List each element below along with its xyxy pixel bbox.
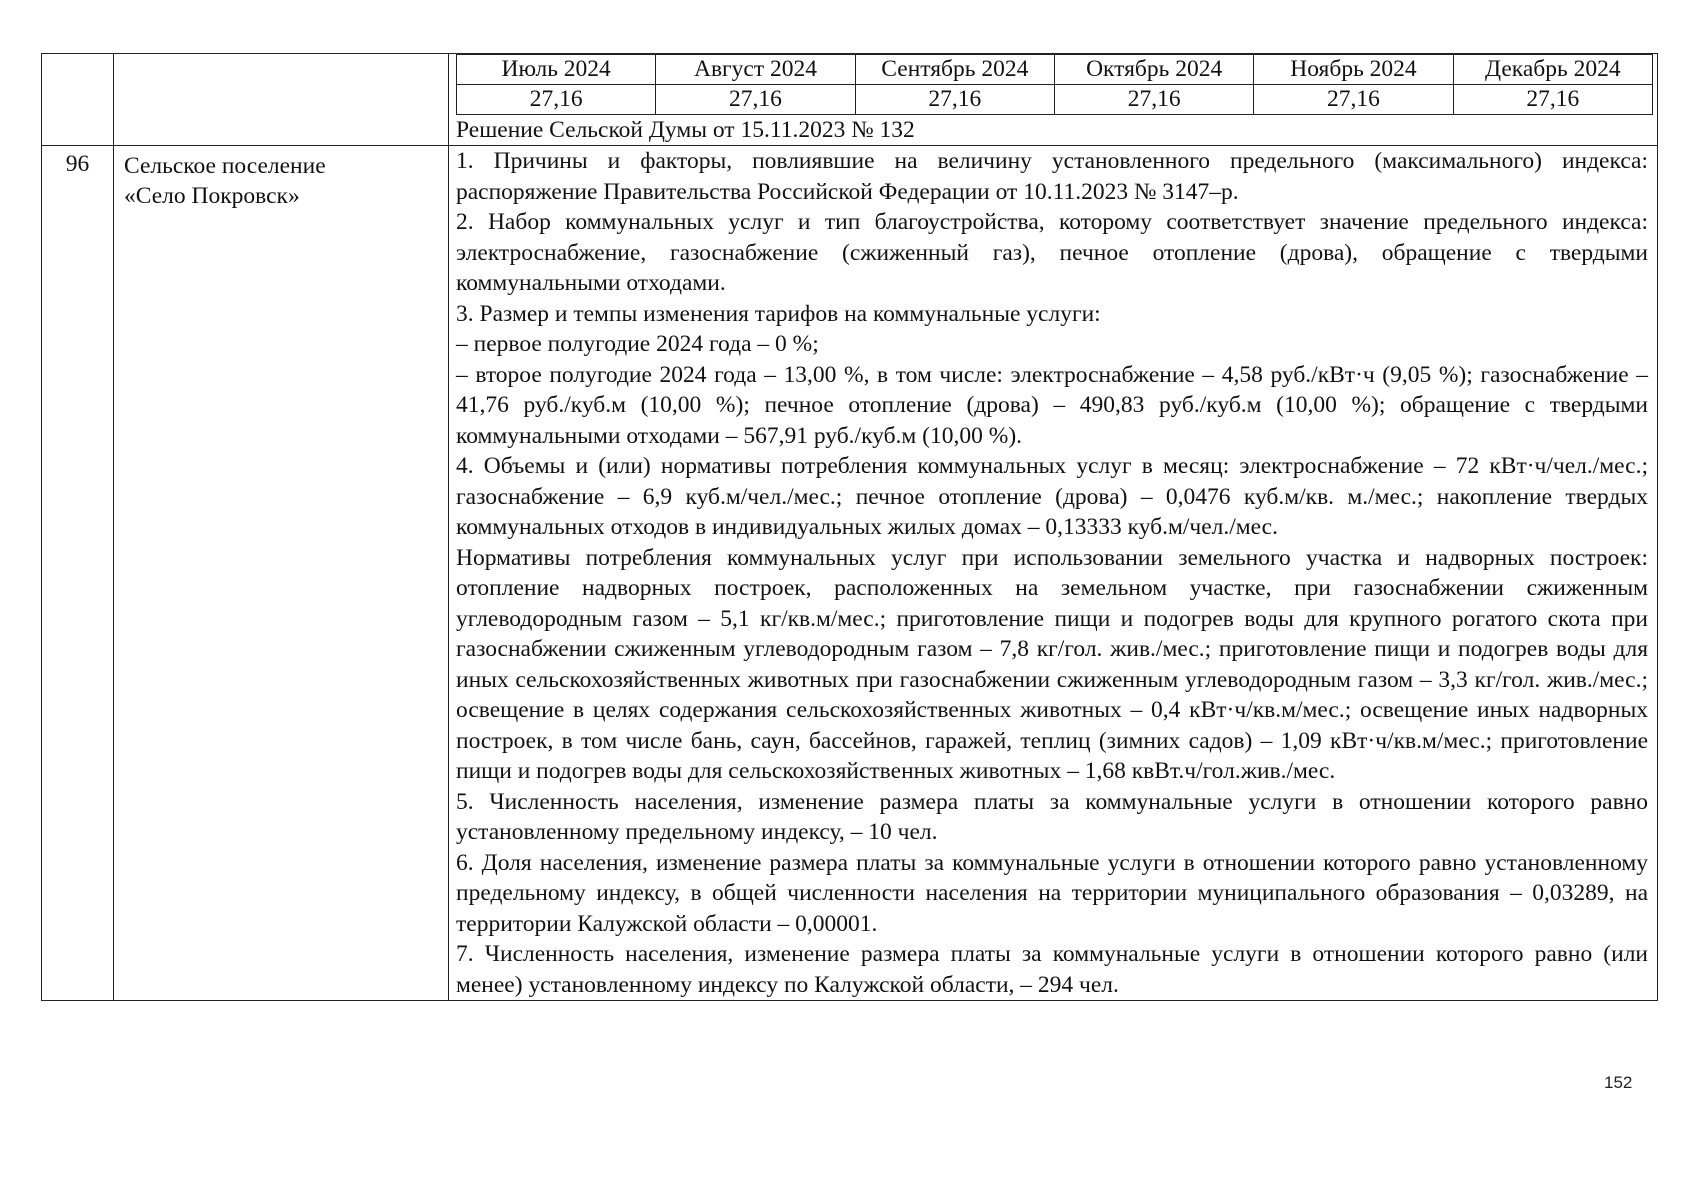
month-header: Сентябрь 2024 [855, 55, 1054, 85]
paragraph-4: 4. Объемы и (или) нормативы потребления коммунальных услуг в месяц: электроснабжение – 72 кВт·ч/чел./мес.; газоснабжение – 6,9 куб.м/чел./мес.; печное отопление (дрова) – 0,0476 куб.м/кв. м./мес.; накопление твердых коммунальных отходов в индивидуальных жилых домах – 0,13333 куб.м/чел./мес. [456, 453, 1648, 540]
month-header: Декабрь 2024 [1453, 55, 1652, 85]
month-header: Август 2024 [656, 55, 855, 85]
page-number: 152 [1604, 1073, 1633, 1092]
paragraph-1: 1. Причины и факторы, повлиявшие на величину установленного предельного (максимального) индекса: распоряжение Правительства Российской Федерации от 10.11.2023 № 3147–р. [456, 148, 1648, 205]
decision-text: Решение Сельской Думы от 15.11.2023 № 132 [456, 117, 915, 143]
row-number: 96 [42, 146, 114, 1001]
row-description [449, 146, 1658, 1001]
month-value: 27,16 [1453, 85, 1652, 115]
settlement-name-line1: Сельское поселение [124, 153, 326, 179]
settlement-name-line2: «Село Покровск» [124, 183, 300, 209]
months-header-row [457, 55, 1653, 85]
month-header: Ноябрь 2024 [1254, 55, 1453, 85]
month-value: 27,16 [457, 85, 656, 115]
row-name-cell-empty [114, 54, 449, 146]
month-header: Июль 2024 [457, 55, 656, 85]
paragraph-6: 6. Доля населения, изменение размера платы за коммунальные услуги в отношении которого равно установленному предельному индексу, в общей численности населения на территории муниципального образования – 0,03289, на территории Калужской области – 0,00001. [456, 849, 1648, 937]
paragraph-3: 3. Размер и темпы изменения тарифов на коммунальные услуги: [456, 300, 1101, 327]
month-value: 27,16 [1254, 85, 1453, 115]
months-table [456, 54, 1653, 115]
main-table [41, 53, 1658, 1001]
table-row-96 [42, 146, 1658, 1001]
paragraph-4-norms: Нормативы потребления коммунальных услуг при использовании земельного участка и надворных построек: отопление надворных построек, расположенных на земельном участке, при газоснабжении сжиженным углеводородным газом – 5,1 кг/кв.м/мес.; приготовление пищи и подогрев воды для крупного рогатого скота при газоснабжении сжиженным углеводородным газом – 7,8 кг/гол. жив./мес.; приготовление пищи и подогрев воды для иных сельскохозяйственных животных при газоснабжении сжиженным углеводородным газом – 3,3 кг/гол. жив./мес.; освещение в целях содержания сельскохозяйственных животных – 0,4 кВт·ч/кв.м/мес.; освещение иных надворных построек, в том числе бань, саун, бассейнов, гаражей, теплиц (зимних садов) – 1,09 кВт·ч/кв.м/мес.; приготовление пищи и подогрев воды для сельскохозяйственных животных – 1,68 квВт.ч/гол.жив./мес. [456, 544, 1648, 784]
month-value: 27,16 [656, 85, 855, 115]
paragraph-3-second-half: – второе полугодие 2024 года – 13,00 %, в том числе: электроснабжение – 4,58 руб./кВт·ч (9,05 %); газоснабжение – 41,76 руб./куб.м (10,00 %); печное отопление (дрова) – 490,83 руб./куб.м (10,00 %); обращение с твердыми коммунальными отходами – 567,91 руб./куб.м (10,00 %). [456, 361, 1648, 449]
table-row-continuation [42, 54, 1658, 146]
paragraph-7: 7. Численность населения, изменение размера платы за коммунальные услуги в отношении которого равно (или менее) установленному индексу по Калужской области, – 294 чел. [456, 941, 1648, 998]
months-values-row [457, 85, 1653, 115]
paragraph-3-first-half: – первое полугодие 2024 года – 0 %; [456, 331, 819, 357]
month-value: 27,16 [1054, 85, 1253, 115]
month-header: Октябрь 2024 [1054, 55, 1253, 85]
row-number-cell-empty [42, 54, 114, 146]
months-cell [449, 54, 1658, 146]
month-value: 27,16 [855, 85, 1054, 115]
paragraph-5: 5. Численность населения, изменение размера платы за коммунальные услуги в отношении которого равно установленному предельному индексу, – 10 чел. [456, 788, 1648, 845]
paragraph-2: 2. Набор коммунальных услуг и тип благоустройства, которому соответствует значение предельного индекса: электроснабжение, газоснабжение (сжиженный газ), печное отопление (дрова), обращение с твердыми коммунальными отходами. [456, 209, 1648, 296]
settlement-name [114, 146, 449, 1001]
